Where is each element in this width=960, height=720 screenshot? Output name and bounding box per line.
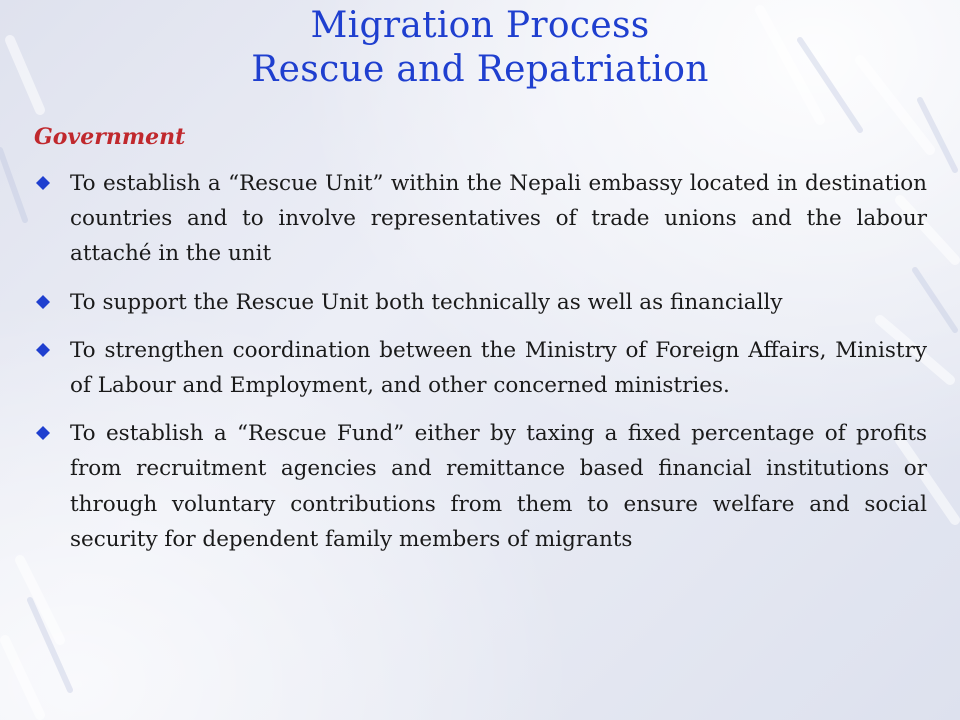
bullet-item bbox=[36, 285, 927, 320]
bullet-text: To support the Rescue Unit both technically as well as financially bbox=[70, 289, 783, 315]
bullet-text: To strengthen coordination between the Ministry of Foreign Affairs, Ministry of Labour and Employment, and other concerned ministries. bbox=[70, 337, 927, 399]
diamond-bullet-icon bbox=[36, 176, 50, 190]
bullet-item bbox=[36, 166, 927, 272]
bullet-text: To establish a “Rescue Fund” either by taxing a fixed percentage of profits from recruitment agencies and remittance based financial institutions or through voluntary contributions from them to ensure welfare and social security for dependent family members of migrants bbox=[70, 421, 927, 552]
section-heading: Government bbox=[34, 124, 186, 150]
title-line-1: Migration Process bbox=[310, 5, 650, 46]
title-line-2: Rescue and Repatriation bbox=[251, 49, 709, 90]
slide-title bbox=[0, 4, 960, 92]
diamond-bullet-icon bbox=[36, 426, 50, 440]
bullet-item bbox=[36, 333, 927, 403]
diamond-bullet-icon bbox=[36, 343, 50, 357]
bullet-list bbox=[36, 166, 927, 570]
bullet-text: To establish a “Rescue Unit” within the Nepali embassy located in destination countries and to involve representatives of trade unions and the labour attaché in the unit bbox=[70, 171, 927, 267]
bullet-item bbox=[36, 416, 927, 557]
diamond-bullet-icon bbox=[36, 295, 50, 309]
